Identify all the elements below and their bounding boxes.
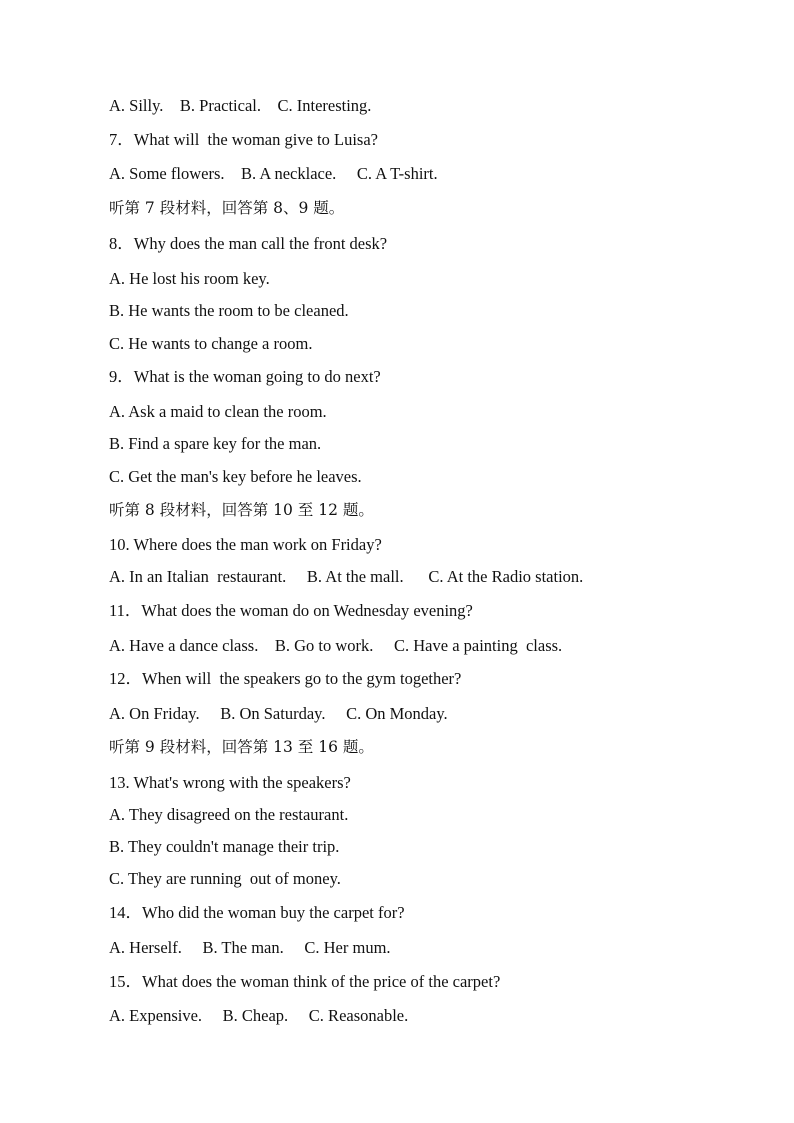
q8-option-a: A. He lost his room key. bbox=[109, 269, 270, 288]
q11-options: A. Have a dance class. B. Go to work. C. Have a painting class. bbox=[109, 636, 563, 655]
q7-question: 7．What will the woman give to Luisa? bbox=[109, 130, 378, 149]
q14-question: 14．Who did the woman buy the carpet for? bbox=[109, 903, 405, 922]
section-8-instruction: 听第 8 段材料，回答第 10 至 12 题。 bbox=[109, 501, 374, 519]
q11-question: 11．What does the woman do on Wednesday evening? bbox=[109, 601, 473, 620]
q7-options: A. Some flowers. B. A necklace. C. A T-shirt. bbox=[109, 164, 438, 183]
q15-options: A. Expensive. B. Cheap. C. Reasonable. bbox=[109, 1006, 409, 1025]
q12-options: A. On Friday. B. On Saturday. C. On Monday. bbox=[109, 704, 448, 723]
q9-option-c: C. Get the man's key before he leaves. bbox=[109, 467, 362, 486]
section-9-instruction: 听第 9 段材料，回答第 13 至 16 题。 bbox=[109, 738, 374, 756]
q12-question: 12．When will the speakers go to the gym together? bbox=[109, 669, 462, 688]
q13-question: 13. What's wrong with the speakers? bbox=[109, 773, 351, 792]
q8-option-b: B. He wants the room to be cleaned. bbox=[109, 301, 349, 320]
q6-options: A. Silly. B. Practical. C. Interesting. bbox=[109, 96, 372, 115]
q10-options: A. In an Italian restaurant. B. At the mall. C. At the Radio station. bbox=[109, 567, 584, 586]
q9-option-a: A. Ask a maid to clean the room. bbox=[109, 402, 327, 421]
q13-option-a: A. They disagreed on the restaurant. bbox=[109, 805, 349, 824]
q14-options: A. Herself. B. The man. C. Her mum. bbox=[109, 938, 391, 957]
section-7-instruction: 听第 7 段材料，回答第 8、9 题。 bbox=[109, 199, 345, 217]
q8-question: 8．Why does the man call the front desk? bbox=[109, 234, 388, 253]
q15-question: 15．What does the woman think of the price of the carpet? bbox=[109, 972, 501, 991]
q13-option-c: C. They are running out of money. bbox=[109, 869, 341, 888]
q9-option-b: B. Find a spare key for the man. bbox=[109, 434, 322, 453]
q8-option-c: C. He wants to change a room. bbox=[109, 334, 313, 353]
q10-question: 10. Where does the man work on Friday? bbox=[109, 535, 382, 554]
q13-option-b: B. They couldn't manage their trip. bbox=[109, 837, 340, 856]
q9-question: 9．What is the woman going to do next? bbox=[109, 367, 381, 386]
